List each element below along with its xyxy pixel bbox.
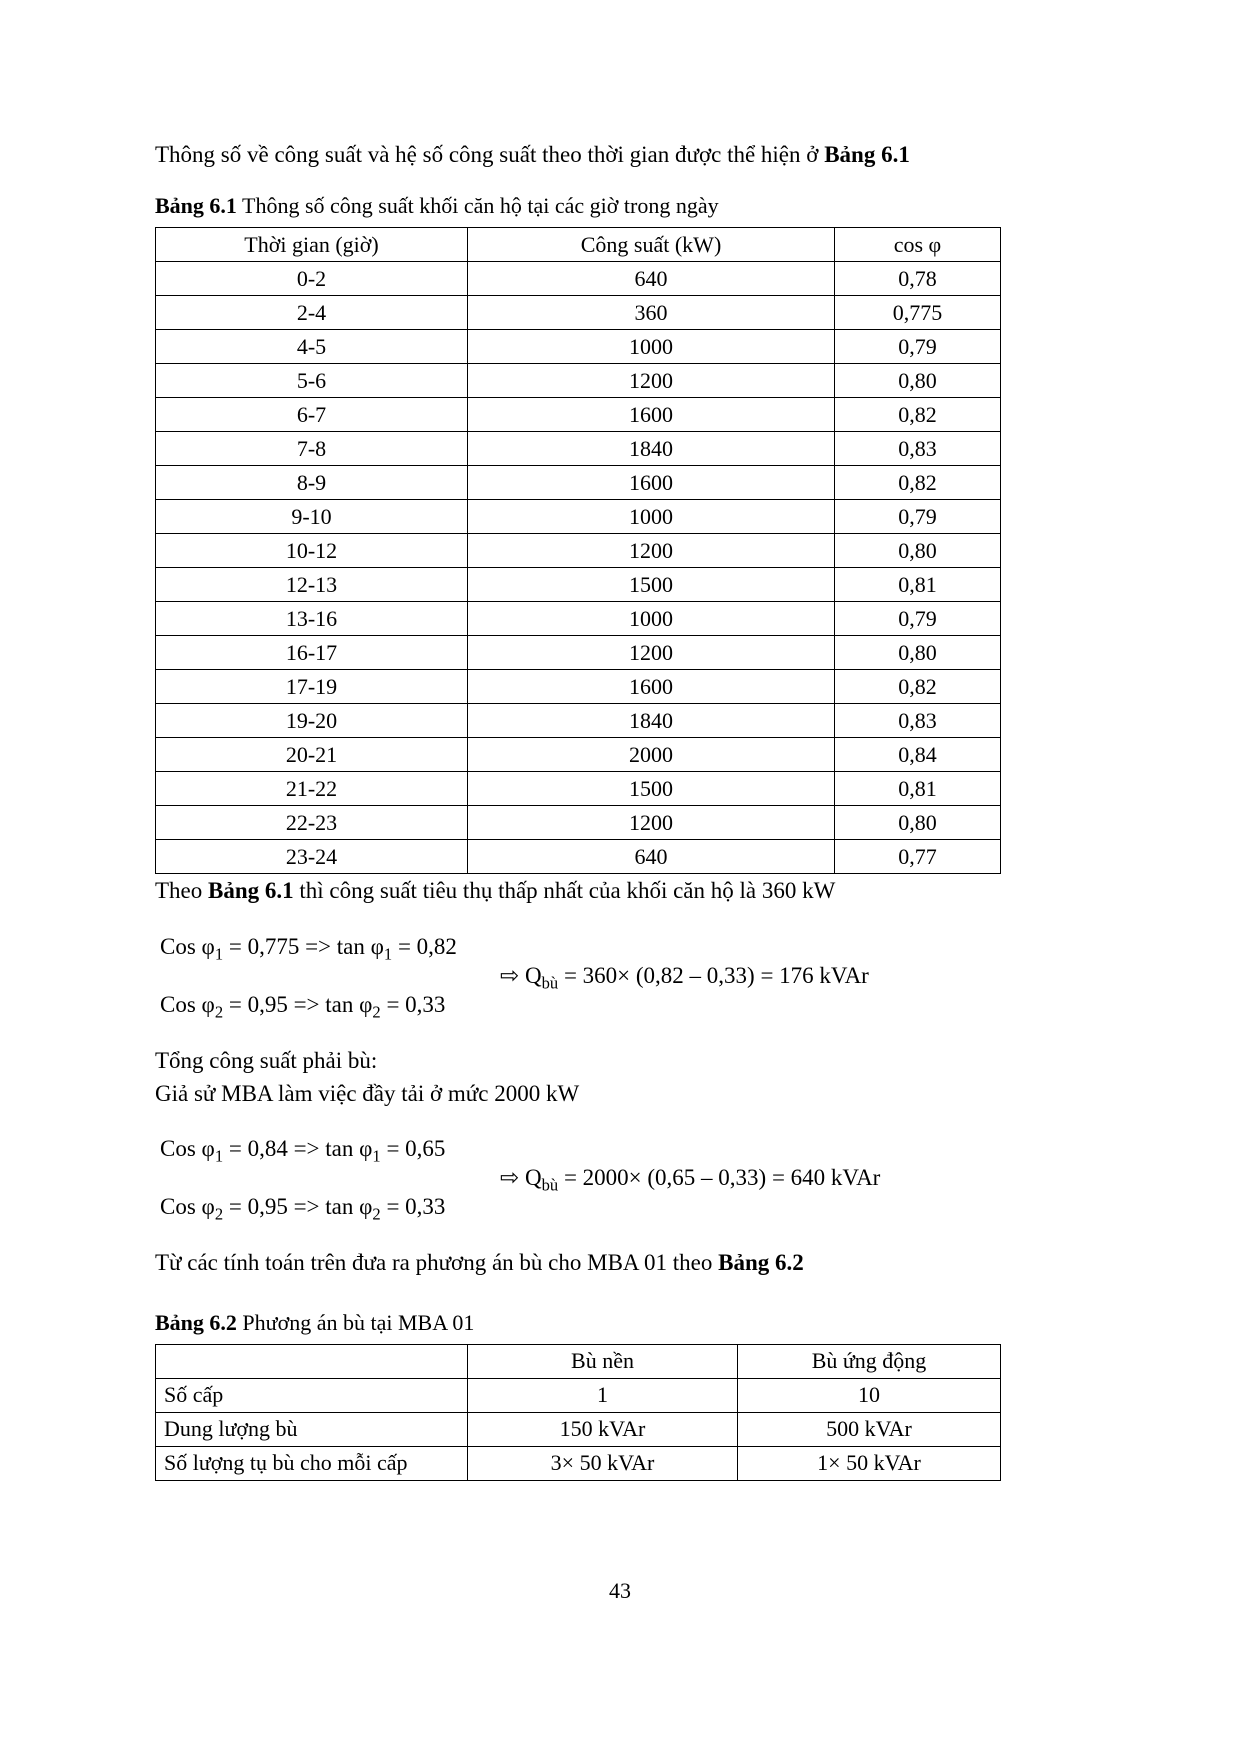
cell-base: 3× 50 kVAr <box>468 1446 738 1480</box>
cell-cosphi: 0,81 <box>835 772 1001 806</box>
calculation-block-2 <box>155 1136 1000 1246</box>
table-row <box>156 670 1001 704</box>
page-number: 43 <box>609 1578 631 1603</box>
cell-dynamic: 500 kVAr <box>738 1412 1001 1446</box>
cell-power: 1000 <box>468 330 835 364</box>
cell-cosphi: 0,78 <box>835 262 1001 296</box>
cell-time: 6-7 <box>156 398 468 432</box>
cell-time: 12-13 <box>156 568 468 602</box>
table1-caption <box>155 193 1000 219</box>
cell-power: 1600 <box>468 398 835 432</box>
cell-cosphi: 0,80 <box>835 534 1001 568</box>
cell-power: 1500 <box>468 568 835 602</box>
table-header-row <box>156 1344 1001 1378</box>
intro-paragraph <box>155 138 1000 171</box>
cell-power: 1600 <box>468 670 835 704</box>
cell-cosphi: 0,83 <box>835 432 1001 466</box>
table-row <box>156 772 1001 806</box>
total-compensation-line: Tổng công suất phải bù: <box>155 1047 378 1073</box>
cell-power: 1000 <box>468 500 835 534</box>
cell-dynamic: 1× 50 kVAr <box>738 1446 1001 1480</box>
cell-time: 9-10 <box>156 500 468 534</box>
cell-cosphi: 0,82 <box>835 398 1001 432</box>
conclusion-pre: Từ các tính toán trên đưa ra phương án bù cho MBA 01 theo <box>155 1250 719 1276</box>
cell-time: 2-4 <box>156 296 468 330</box>
cell-label: Dung lượng bù <box>156 1412 468 1446</box>
cell-time: 7-8 <box>156 432 468 466</box>
table1-header-power: Công suất (kW) <box>468 228 835 262</box>
cell-power: 1840 <box>468 704 835 738</box>
cell-power: 1200 <box>468 534 835 568</box>
cell-time: 5-6 <box>156 364 468 398</box>
table-row <box>156 466 1001 500</box>
calc2-line1: Cos $\varphi_1 = 0,84 => \tan \varphi_1 = 0,65$ <box>160 1136 446 1166</box>
table2-caption <box>155 1310 1000 1336</box>
table-row <box>156 398 1001 432</box>
cell-label: Số cấp <box>156 1378 468 1412</box>
cell-power: 1200 <box>468 806 835 840</box>
table2-header-base: Bù nền <box>468 1344 738 1378</box>
calc1-result: ⇨ $Q_{bù} = 360\times (0,82 - 0,33) = 176$ kVAr <box>500 962 869 993</box>
cell-dynamic: 10 <box>738 1378 1001 1412</box>
table-row <box>156 296 1001 330</box>
table-row <box>156 704 1001 738</box>
cell-base: 1 <box>468 1378 738 1412</box>
cell-time: 0-2 <box>156 262 468 296</box>
cell-time: 21-22 <box>156 772 468 806</box>
page-content <box>155 138 1000 1481</box>
cell-cosphi: 0,79 <box>835 330 1001 364</box>
intro-text: Thông số về công suất và hệ số công suất theo thời gian được thể hiện ở <box>155 142 825 167</box>
table-compensation-plan <box>155 1344 1001 1481</box>
cell-cosphi: 0,84 <box>835 738 1001 772</box>
table-row <box>156 330 1001 364</box>
cell-power: 1500 <box>468 772 835 806</box>
cell-cosphi: 0,80 <box>835 806 1001 840</box>
calc1-line2: Cos $\varphi_2 = 0,95 => \tan \varphi_2 = 0,33$ <box>160 991 446 1022</box>
after-table-pre: Theo <box>155 878 209 904</box>
calc1-line1: Cos $\varphi_1 = 0,775 => \tan \varphi_1 = 0,82$ <box>160 933 457 964</box>
cell-cosphi: 0,82 <box>835 670 1001 704</box>
table-row <box>156 432 1001 466</box>
table1-header-cosphi: cos φ <box>835 228 1001 262</box>
cell-power: 1840 <box>468 432 835 466</box>
cell-time: 22-23 <box>156 806 468 840</box>
cell-time: 16-17 <box>156 636 468 670</box>
table-header-row <box>156 228 1001 262</box>
cell-base: 150 kVAr <box>468 1412 738 1446</box>
after-table-paragraph <box>155 874 1000 907</box>
cell-power: 1600 <box>468 466 835 500</box>
calc2-result: ⇨ $Q_{bù} = 2000\times (0,65 - 0,33) = 640$ kVAr <box>500 1165 881 1195</box>
cell-time: 4-5 <box>156 330 468 364</box>
cell-time: 20-21 <box>156 738 468 772</box>
table-row <box>156 840 1001 874</box>
cell-power: 640 <box>468 262 835 296</box>
cell-cosphi: 0,80 <box>835 636 1001 670</box>
cell-power: 2000 <box>468 738 835 772</box>
table-row <box>156 1412 1001 1446</box>
table1-caption-text: Thông số công suất khối căn hộ tại các giờ trong ngày <box>236 193 719 219</box>
cell-power: 1200 <box>468 636 835 670</box>
after-table-reference: Bảng 6.1 <box>208 878 294 904</box>
cell-cosphi: 0,79 <box>835 500 1001 534</box>
cell-time: 23-24 <box>156 840 468 874</box>
cell-time: 13-16 <box>156 602 468 636</box>
table-row <box>156 500 1001 534</box>
intro-reference: Bảng 6.1 <box>824 142 910 167</box>
cell-power: 360 <box>468 296 835 330</box>
table1-header-time: Thời gian (giờ) <box>156 228 468 262</box>
cell-time: 8-9 <box>156 466 468 500</box>
cell-cosphi: 0,77 <box>835 840 1001 874</box>
assumption-line: Giả sử MBA làm việc đầy tải ở mức 2000 kW <box>155 1081 580 1107</box>
cell-time: 17-19 <box>156 670 468 704</box>
cell-power: 1000 <box>468 602 835 636</box>
table1-caption-label: Bảng 6.1 <box>155 193 237 219</box>
cell-power: 640 <box>468 840 835 874</box>
table2-header-empty <box>156 1344 468 1378</box>
table-row <box>156 262 1001 296</box>
cell-cosphi: 0,79 <box>835 602 1001 636</box>
cell-cosphi: 0,775 <box>835 296 1001 330</box>
table-row <box>156 806 1001 840</box>
cell-label: Số lượng tụ bù cho mỗi cấp <box>156 1446 468 1480</box>
cell-cosphi: 0,81 <box>835 568 1001 602</box>
calculation-block-1 <box>155 934 1000 1044</box>
table-row <box>156 568 1001 602</box>
calc2-line2: Cos $\varphi_2 = 0,95 => \tan \varphi_2 = 0,33$ <box>160 1194 446 1224</box>
cell-time: 19-20 <box>156 704 468 738</box>
conclusion-reference: Bảng 6.2 <box>718 1250 804 1276</box>
cell-cosphi: 0,80 <box>835 364 1001 398</box>
cell-cosphi: 0,83 <box>835 704 1001 738</box>
table-row <box>156 602 1001 636</box>
after-table-post: thì công suất tiêu thụ thấp nhất của khối căn hộ là 360 kW <box>293 878 836 904</box>
cell-cosphi: 0,82 <box>835 466 1001 500</box>
cell-time: 10-12 <box>156 534 468 568</box>
table-row <box>156 738 1001 772</box>
table-row <box>156 636 1001 670</box>
conclusion-paragraph <box>155 1246 1000 1279</box>
table2-caption-label: Bảng 6.2 <box>155 1309 237 1335</box>
table-row <box>156 1378 1001 1412</box>
cell-power: 1200 <box>468 364 835 398</box>
table2-caption-text: Phương án bù tại MBA 01 <box>236 1309 475 1335</box>
table-row <box>156 364 1001 398</box>
table2-header-dynamic: Bù ứng động <box>738 1344 1001 1378</box>
table-row <box>156 1446 1001 1480</box>
table-power-by-hour <box>155 227 1001 874</box>
table-row <box>156 534 1001 568</box>
